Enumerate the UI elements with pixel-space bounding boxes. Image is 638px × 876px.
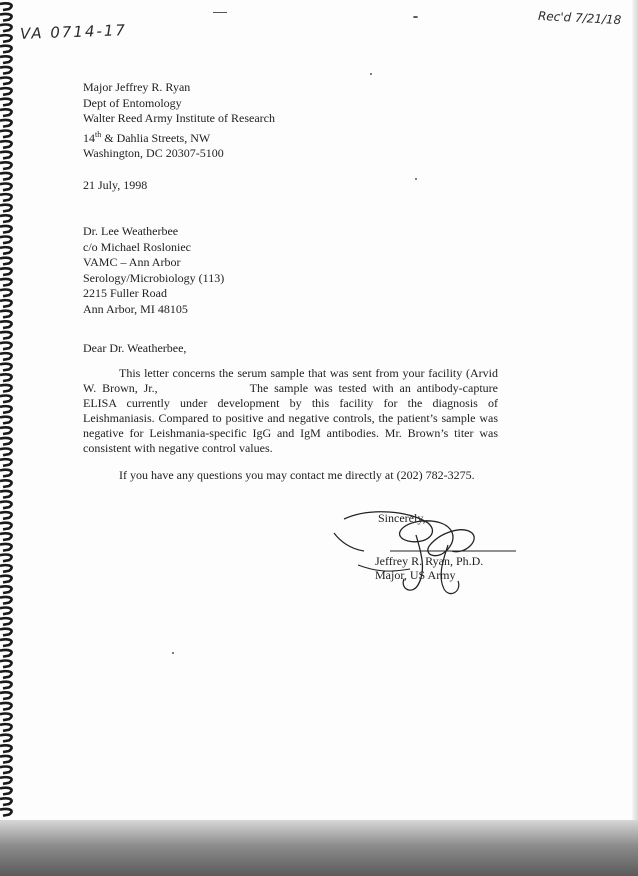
binding-ring — [0, 639, 12, 646]
binding-ring — [0, 14, 12, 21]
page-right-edge — [632, 0, 638, 876]
binding-ring — [0, 756, 12, 763]
binding-ring — [0, 714, 12, 721]
scan-speck — [172, 652, 174, 654]
binding-ring — [0, 586, 12, 593]
recipient-facility: VAMC – Ann Arbor — [83, 255, 181, 269]
binding-ring — [0, 385, 12, 392]
binding-ring — [0, 88, 12, 95]
binding-ring — [0, 692, 12, 699]
binding-ring — [0, 162, 12, 169]
spiral-binding — [0, 0, 20, 820]
letter-date: 21 July, 1998 — [83, 178, 148, 192]
binding-ring — [0, 184, 12, 191]
binding-ring — [0, 788, 12, 795]
sender-address — [83, 80, 275, 162]
binding-ring — [0, 724, 12, 731]
street-number-suffix: th — [95, 129, 102, 139]
binding-ring — [0, 237, 12, 244]
recipient-street: 2215 Fuller Road — [83, 286, 167, 300]
binding-ring — [0, 3, 12, 10]
binding-ring — [0, 205, 12, 212]
binding-ring — [0, 459, 12, 466]
binding-ring — [0, 491, 12, 498]
binding-ring — [0, 565, 12, 572]
scan-bottom-shadow — [0, 820, 638, 876]
paragraph-1-part-a: This letter concerns the serum sample that was sent from your facility (Arvid W. Brown, Jr., — [83, 366, 498, 395]
binding-ring — [0, 427, 12, 434]
scan-speck — [370, 73, 372, 75]
binding-ring — [0, 597, 12, 604]
recipient-address — [83, 224, 224, 317]
binding-ring — [0, 35, 12, 42]
binding-ring — [0, 767, 12, 774]
street-name: & Dahlia Streets, NW — [101, 130, 211, 145]
sender-city: Washington, DC 20307-5100 — [83, 146, 224, 160]
binding-ring — [0, 343, 12, 350]
binding-ring — [0, 449, 12, 456]
binding-ring — [0, 703, 12, 710]
binding-ring — [0, 131, 12, 138]
binding-ring — [0, 152, 12, 159]
binding-ring — [0, 544, 12, 551]
binding-ring — [0, 406, 12, 413]
binding-ring — [0, 279, 12, 286]
binding-ring — [0, 109, 12, 116]
recipient-city: Ann Arbor, MI 48105 — [83, 301, 188, 316]
salutation: Dear Dr. Weatherbee, — [83, 341, 187, 355]
binding-ring — [0, 777, 12, 784]
binding-ring — [0, 258, 12, 265]
binding-ring — [0, 364, 12, 371]
binding-ring — [0, 290, 12, 297]
recipient-name: Dr. Lee Weatherbee — [83, 224, 179, 238]
binding-ring — [0, 661, 12, 668]
body-paragraph-1 — [83, 366, 498, 456]
handwritten-received-date: Rec'd 7/21/18 — [537, 8, 622, 28]
binding-ring — [0, 523, 12, 530]
sender-name: Major Jeffrey R. Ryan — [83, 80, 191, 94]
signer-title: Major, US Army — [375, 568, 456, 582]
binding-ring — [0, 268, 12, 275]
spiral-binding-rings — [0, 0, 20, 820]
binding-ring — [0, 353, 12, 360]
binding-ring — [0, 374, 12, 381]
binding-ring — [0, 215, 12, 222]
binding-ring — [0, 311, 12, 318]
signer-name: Jeffrey R. Ryan, Ph.D. — [375, 554, 484, 568]
binding-ring — [0, 194, 12, 201]
binding-ring — [0, 300, 12, 307]
scan-speck — [415, 178, 417, 180]
paragraph-1-part-b: The sample was tested with an antibody-capture ELISA currently under development by this facility for the diagnosis of Leishmaniasis. Compared to positive and negative controls, the patient’s sample was negative for Leishmania-specific IgG and IgM antibodies. Mr. Brown’s titer was consistent with negative control values. — [83, 381, 498, 455]
binding-ring — [0, 56, 12, 63]
binding-ring — [0, 671, 12, 678]
binding-ring — [0, 120, 12, 127]
binding-ring — [0, 480, 12, 487]
binding-ring — [0, 417, 12, 424]
binding-ring — [0, 321, 12, 328]
sender-department: Dept of Entomology — [83, 95, 182, 110]
closing: Sincerely, — [378, 511, 426, 525]
binding-ring — [0, 735, 12, 742]
scan-mark — [213, 12, 227, 13]
binding-ring — [0, 650, 12, 657]
street-number: 14 — [83, 130, 95, 145]
binding-ring — [0, 512, 12, 519]
binding-ring — [0, 809, 12, 816]
binding-ring — [0, 99, 12, 106]
binding-ring — [0, 555, 12, 562]
sender-street — [83, 127, 275, 147]
recipient-department: Serology/Microbiology (113) — [83, 270, 225, 285]
binding-ring — [0, 798, 12, 805]
scan-mark — [413, 16, 418, 18]
binding-ring — [0, 226, 12, 233]
recipient-care-of: c/o Michael Rosloniec — [83, 239, 191, 254]
binding-ring — [0, 470, 12, 477]
binding-ring — [0, 438, 12, 445]
binding-ring — [0, 502, 12, 509]
handwritten-signature — [330, 505, 520, 600]
binding-ring — [0, 608, 12, 615]
binding-ring — [0, 745, 12, 752]
binding-ring — [0, 173, 12, 180]
binding-ring — [0, 141, 12, 148]
binding-ring — [0, 25, 12, 32]
binding-ring — [0, 332, 12, 339]
handwritten-reference-number: VA 0714-17 — [19, 21, 128, 43]
binding-ring — [0, 78, 12, 85]
binding-ring — [0, 618, 12, 625]
binding-ring — [0, 46, 12, 53]
body-paragraph-2: If you have any questions you may contact me directly at (202) 782-3275. — [119, 468, 475, 482]
binding-ring — [0, 67, 12, 74]
binding-ring — [0, 682, 12, 689]
binding-ring — [0, 576, 12, 583]
binding-ring — [0, 629, 12, 636]
binding-ring — [0, 247, 12, 254]
binding-ring — [0, 396, 12, 403]
binding-ring — [0, 533, 12, 540]
sender-institute: Walter Reed Army Institute of Research — [83, 111, 275, 125]
